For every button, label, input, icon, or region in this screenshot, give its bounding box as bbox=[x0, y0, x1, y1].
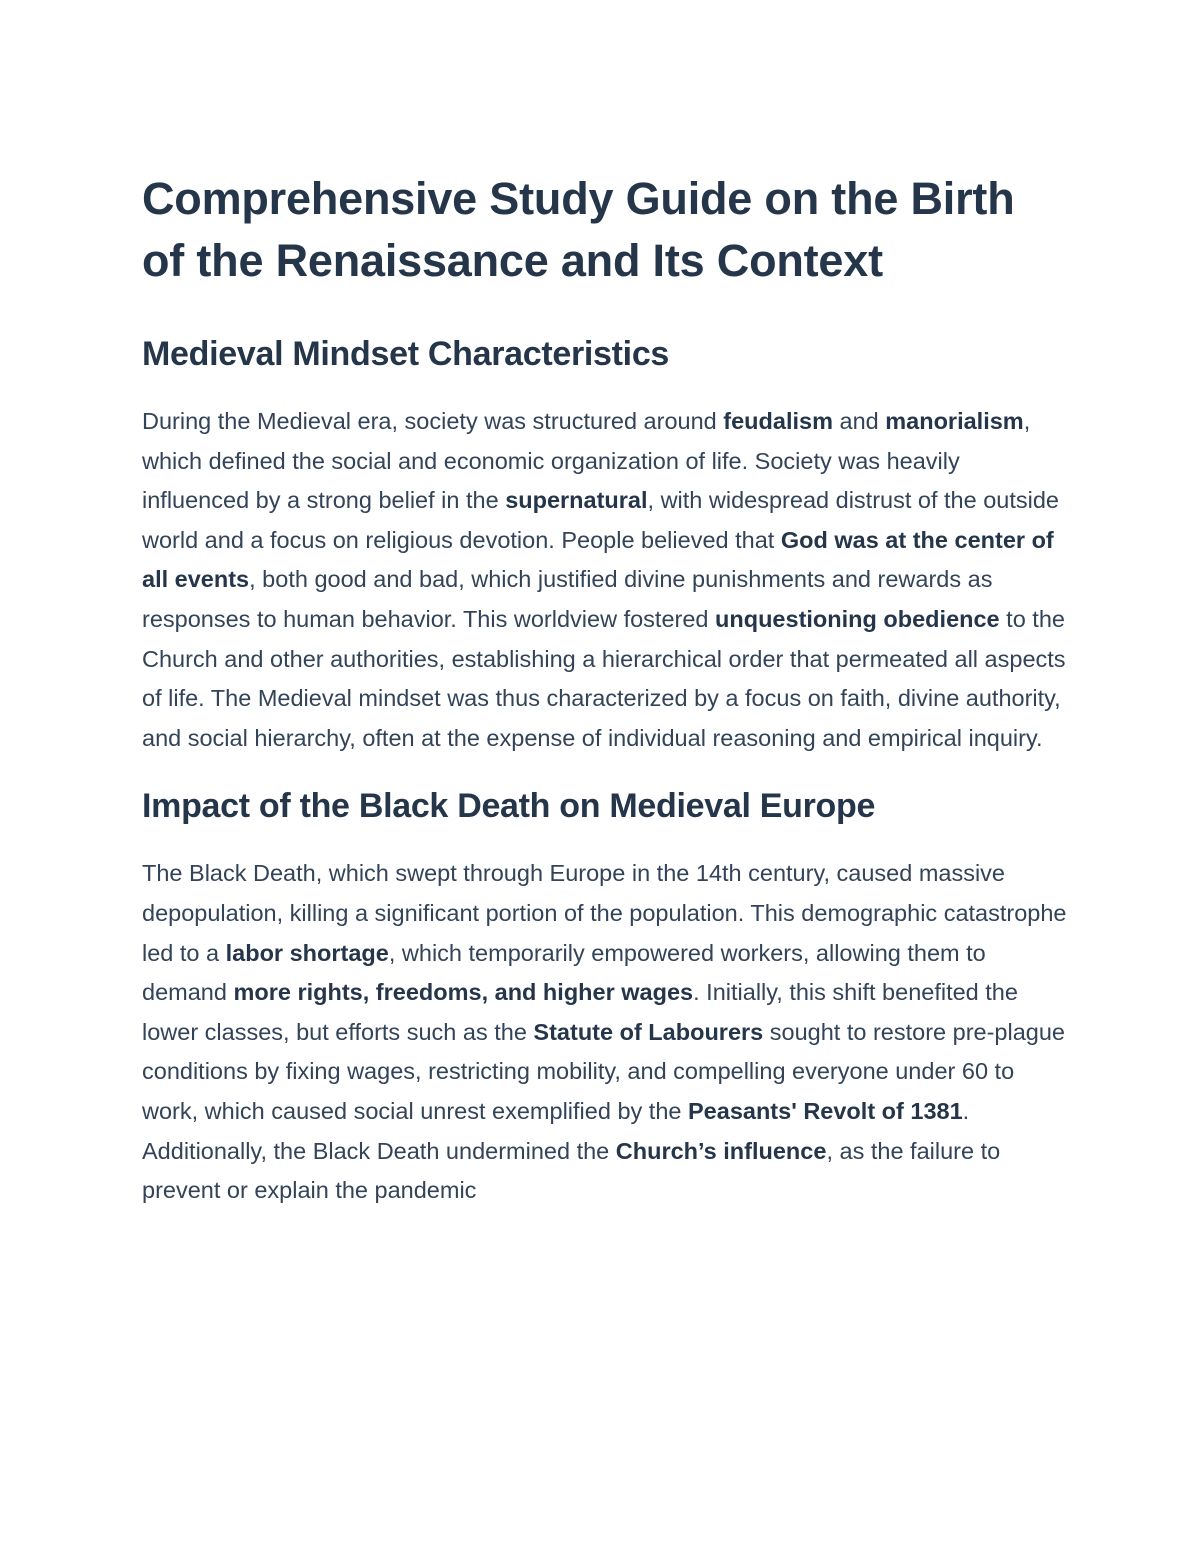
text-segment: to the Church and other authorities, establishing a hierarchical order that permeated all aspects of life. The Medieval mindset was thus characterized by a focus on faith, divine authority, and social hierarchy, often at the expense of individual reasoning and empirical inquiry. bbox=[142, 605, 1066, 751]
bold-term-statute-of-labourers: Statute of Labourers bbox=[533, 1018, 764, 1045]
section-body-black-death bbox=[142, 854, 1067, 1210]
text-segment: and bbox=[832, 408, 886, 434]
text-segment: The Black Death, which swept through Europe in the 14th century, caused massive depopulation, killing a significant portion of the population. This demographic catastrophe led to a bbox=[142, 860, 1067, 966]
bold-term-feudalism: feudalism bbox=[723, 408, 833, 434]
bold-term-labor-shortage: labor shortage bbox=[225, 939, 389, 966]
text-segment: sought to restore pre-plague conditions by fixing wages, restricting mobility, and compelling everyone under 60 to work, which caused social unrest exemplified by the bbox=[142, 1018, 1066, 1124]
section-heading-black-death: Impact of the Black Death on Medieval Europe bbox=[142, 787, 876, 826]
text-segment: During the Medieval era, society was structured around bbox=[142, 408, 724, 434]
bold-term-peasants-revolt: Peasants' Revolt of 1381 bbox=[688, 1097, 963, 1124]
section-heading-medieval-mindset: Medieval Mindset Characteristics bbox=[142, 335, 670, 373]
text-segment: , with widespread distrust of the outside world and a focus on religious devotion. People believed that bbox=[142, 487, 1059, 553]
bold-term-more-rights: more rights, freedoms, and higher wages bbox=[233, 979, 694, 1006]
text-segment: . Additionally, the Black Death undermined the bbox=[142, 1097, 970, 1164]
bold-term-supernatural: supernatural bbox=[505, 487, 648, 514]
bold-term-manorialism: manorialism bbox=[885, 408, 1024, 434]
document-title: Comprehensive Study Guide on the Birth of the Renaissance and Its Context bbox=[142, 173, 1015, 286]
section-body-medieval-mindset bbox=[142, 402, 1067, 758]
text-segment: , which temporarily empowered workers, allowing them to demand bbox=[142, 939, 986, 1006]
bold-term-church-influence: Church’s influence bbox=[615, 1137, 827, 1164]
text-segment: , both good and bad, which justified divine punishments and rewards as responses to human behavior. This worldview fostered bbox=[142, 566, 993, 632]
text-segment: , as the failure to prevent or explain the pandemic bbox=[142, 1137, 1001, 1204]
bold-term-unquestioning-obedience: unquestioning obedience bbox=[715, 605, 1000, 632]
text-segment: . Initially, this shift benefited the lower classes, but efforts such as the bbox=[142, 979, 1018, 1045]
document-page bbox=[142, 168, 1067, 1211]
text-segment: , which defined the social and economic organization of life. Society was heavily influenced by a strong belief in the bbox=[142, 408, 1031, 514]
bold-term-god-center: God was at the center of all events bbox=[142, 526, 1054, 593]
